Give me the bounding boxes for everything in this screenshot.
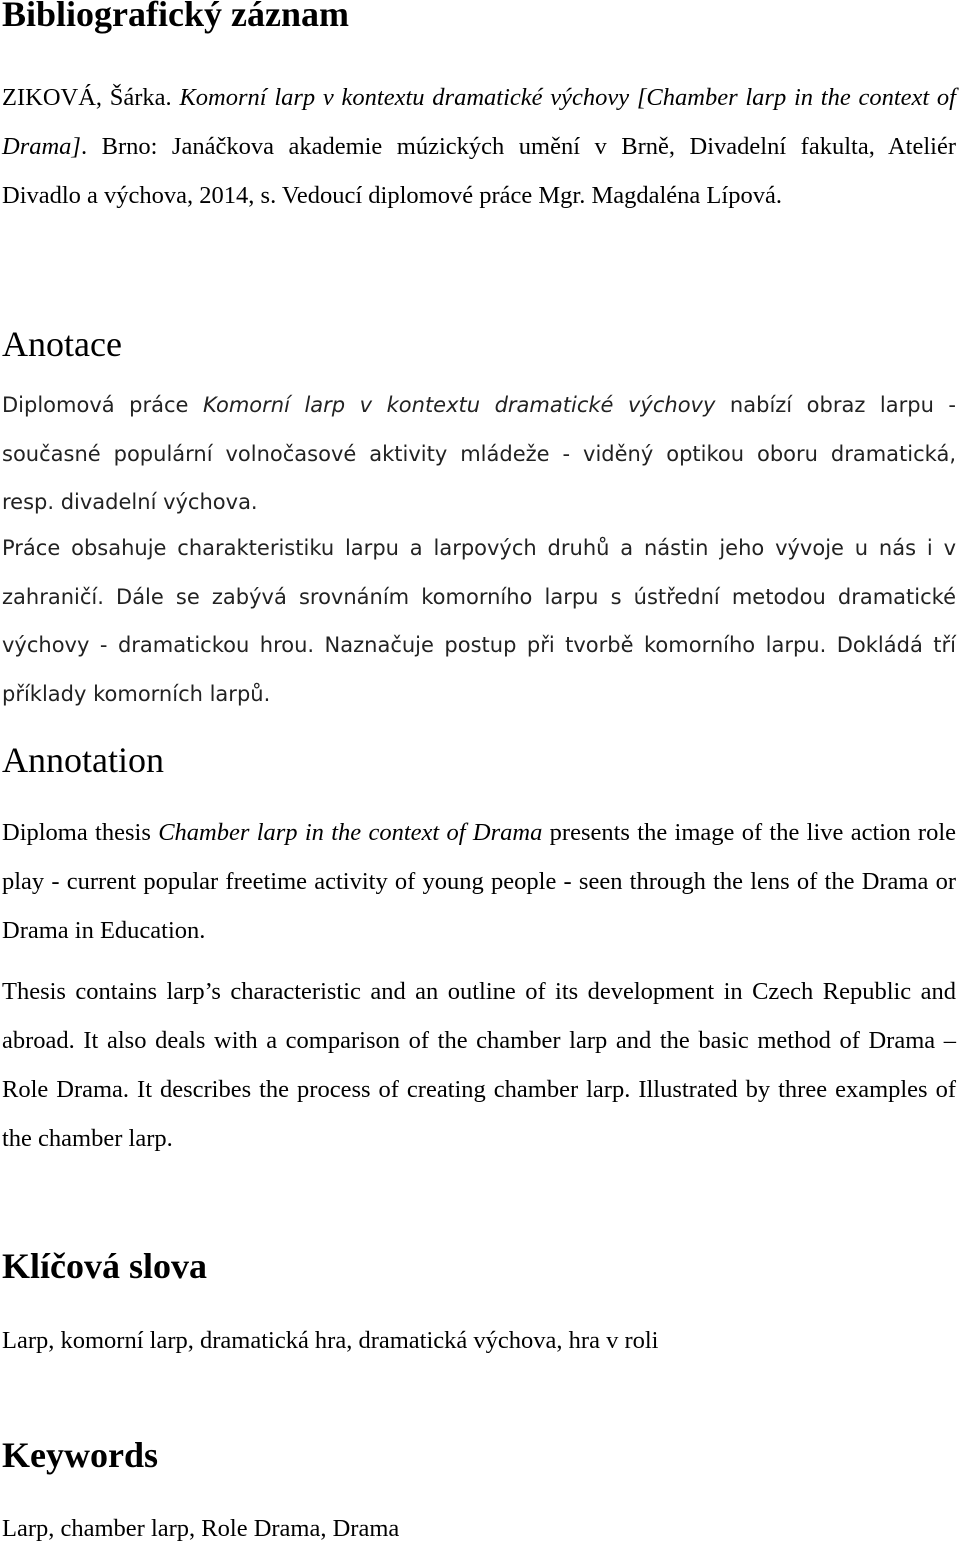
annotation-p1-pre: Diploma thesis bbox=[2, 819, 159, 846]
anotace-p1-title: Komorní larp v kontextu dramatické výchovy bbox=[202, 393, 716, 417]
anotace-p1-post: nabízí obraz larpu - současné populární volnočasové aktivity mládeže - viděný optikou oboru dramatická, resp. divadelní výchova. bbox=[2, 393, 956, 514]
keywords-heading: Keywords bbox=[2, 1435, 158, 1475]
keywords-text: Larp, chamber larp, Role Drama, Drama bbox=[2, 1515, 400, 1542]
bibliography-title: Komorní larp v kontextu dramatické výchovy [Chamber larp in the context of Drama] bbox=[2, 84, 956, 160]
anotace-p1-pre: Diplomová práce bbox=[2, 393, 203, 417]
annotation-paragraph-1 bbox=[2, 808, 956, 955]
bibliography-author: ZIKOVÁ, Šárka. bbox=[2, 84, 180, 111]
anotace-paragraph-1 bbox=[2, 381, 956, 527]
annotation-p1-post: presents the image of the live action role play - current popular freetime activity of young people - seen through the lens of the Drama or Drama in Education. bbox=[2, 819, 956, 944]
klicova-slova-text: Larp, komorní larp, dramatická hra, dramatická výchova, hra v roli bbox=[2, 1327, 659, 1354]
annotation-heading: Annotation bbox=[2, 740, 164, 780]
bibliography-heading: Bibliografický záznam bbox=[2, 0, 349, 34]
bibliography-details: . Brno: Janáčkova akademie múzických umění v Brně, Divadelní fakulta, Ateliér Divadlo a výchova, 2014, s. Vedoucí diplomové práce Mgr. Magdaléna Lípová. bbox=[2, 133, 956, 209]
klicova-slova-heading: Klíčová slova bbox=[2, 1246, 207, 1286]
bibliography-record bbox=[2, 73, 956, 220]
anotace-heading: Anotace bbox=[2, 324, 122, 364]
anotace-paragraph-2: Práce obsahuje charakteristiku larpu a larpových druhů a nástin jeho vývoje u nás i v zahraničí. Dále se zabývá srovnáním komorního larpu s ústřední metodou dramatické výchovy - dramatickou hrou. Naznačuje postup při tvorbě komorního larpu. Dokládá tří příklady komorních larpů. bbox=[2, 536, 956, 706]
annotation-p1-title: Chamber larp in the context of Drama bbox=[158, 819, 543, 846]
annotation-paragraph-2: Thesis contains larp’s characteristic and an outline of its development in Czech Republic and abroad. It also deals with a comparison of the chamber larp and the basic method of Drama – Role Drama. It describes the process of creating chamber larp. Illustrated by three examples of the chamber larp. bbox=[2, 978, 956, 1152]
